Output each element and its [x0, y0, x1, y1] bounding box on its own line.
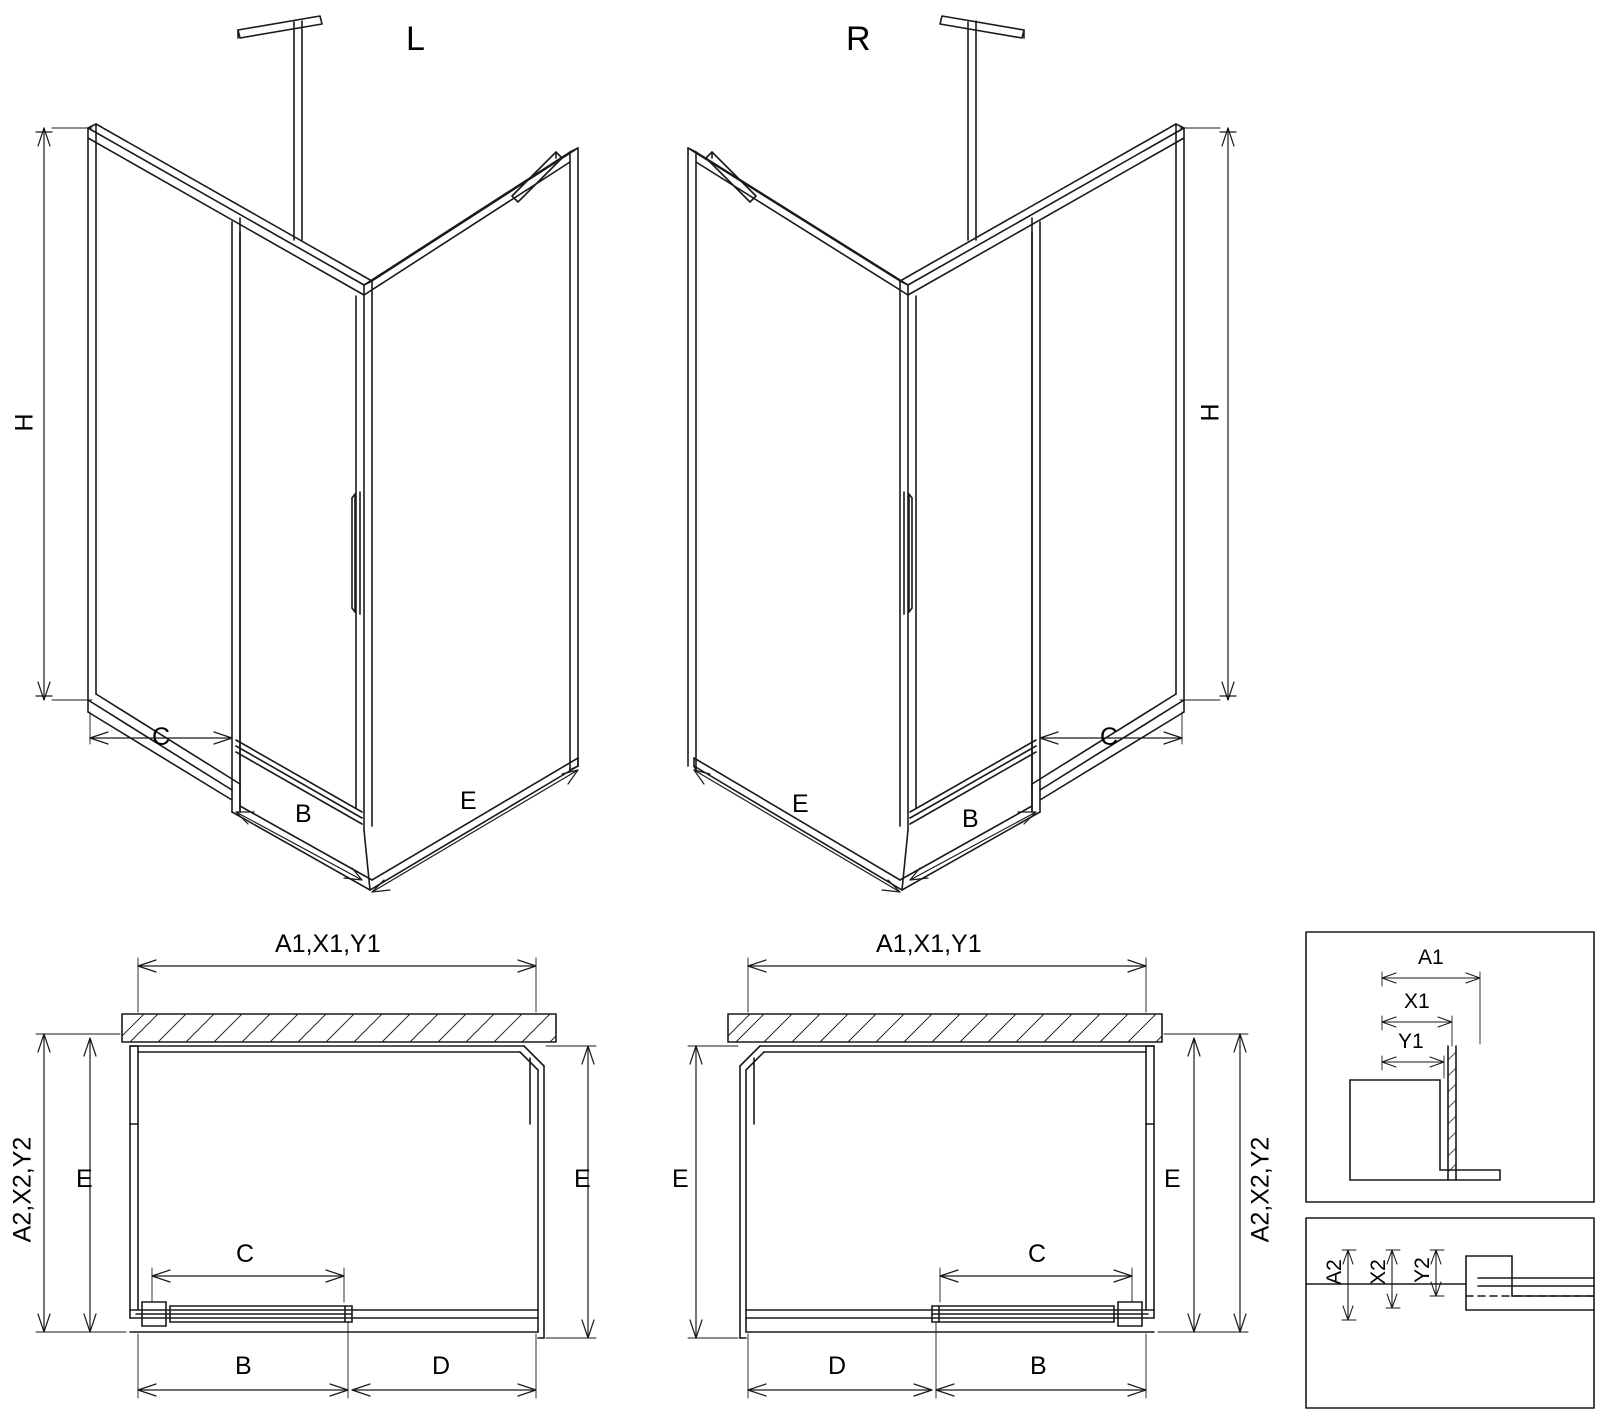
plan-right-b: B — [1030, 1352, 1047, 1380]
plan-left-e-right: E — [574, 1165, 591, 1193]
plan-left-c: C — [236, 1240, 255, 1268]
detail-a1-label: A1 — [1418, 946, 1444, 969]
iso-right-e-label: E — [792, 790, 809, 818]
detail-x2-label: X2 — [1366, 1259, 1390, 1285]
plan-left-view — [36, 958, 596, 1398]
iso-left-b-label: B — [295, 800, 312, 828]
plan-right-side-dim: A2,X2,Y2 — [1246, 1136, 1275, 1243]
detail-bottom-view — [1306, 1218, 1594, 1408]
plan-left-e-left: E — [76, 1165, 93, 1193]
detail-y1-label: Y1 — [1398, 1030, 1424, 1053]
iso-left-title: L — [406, 20, 425, 58]
plan-right-e-right: E — [1164, 1165, 1181, 1193]
iso-left-e-label: E — [460, 787, 477, 815]
iso-right-view — [688, 16, 1236, 892]
plan-right-c: C — [1028, 1240, 1047, 1268]
detail-top-view — [1306, 932, 1594, 1202]
plan-left-top-dim: A1,X1,Y1 — [275, 930, 381, 958]
plan-left-d: D — [432, 1352, 451, 1380]
plan-right-d: D — [828, 1352, 847, 1380]
detail-y2-label: Y2 — [1410, 1257, 1434, 1283]
iso-left-c-label: C — [152, 723, 171, 751]
detail-a2-label: A2 — [1322, 1259, 1346, 1285]
iso-left-h-label: H — [10, 413, 39, 432]
iso-left-view — [36, 16, 578, 892]
plan-right-e-left: E — [672, 1165, 689, 1193]
detail-x1-label: X1 — [1404, 990, 1430, 1013]
plan-right-top-dim: A1,X1,Y1 — [876, 930, 982, 958]
plan-left-side-dim: A2,X2,Y2 — [8, 1136, 37, 1243]
iso-right-h-label: H — [1196, 403, 1225, 422]
iso-right-b-label: B — [962, 805, 979, 833]
plan-left-b: B — [235, 1352, 252, 1380]
iso-right-title: R — [846, 20, 871, 58]
iso-right-c-label: C — [1100, 723, 1119, 751]
